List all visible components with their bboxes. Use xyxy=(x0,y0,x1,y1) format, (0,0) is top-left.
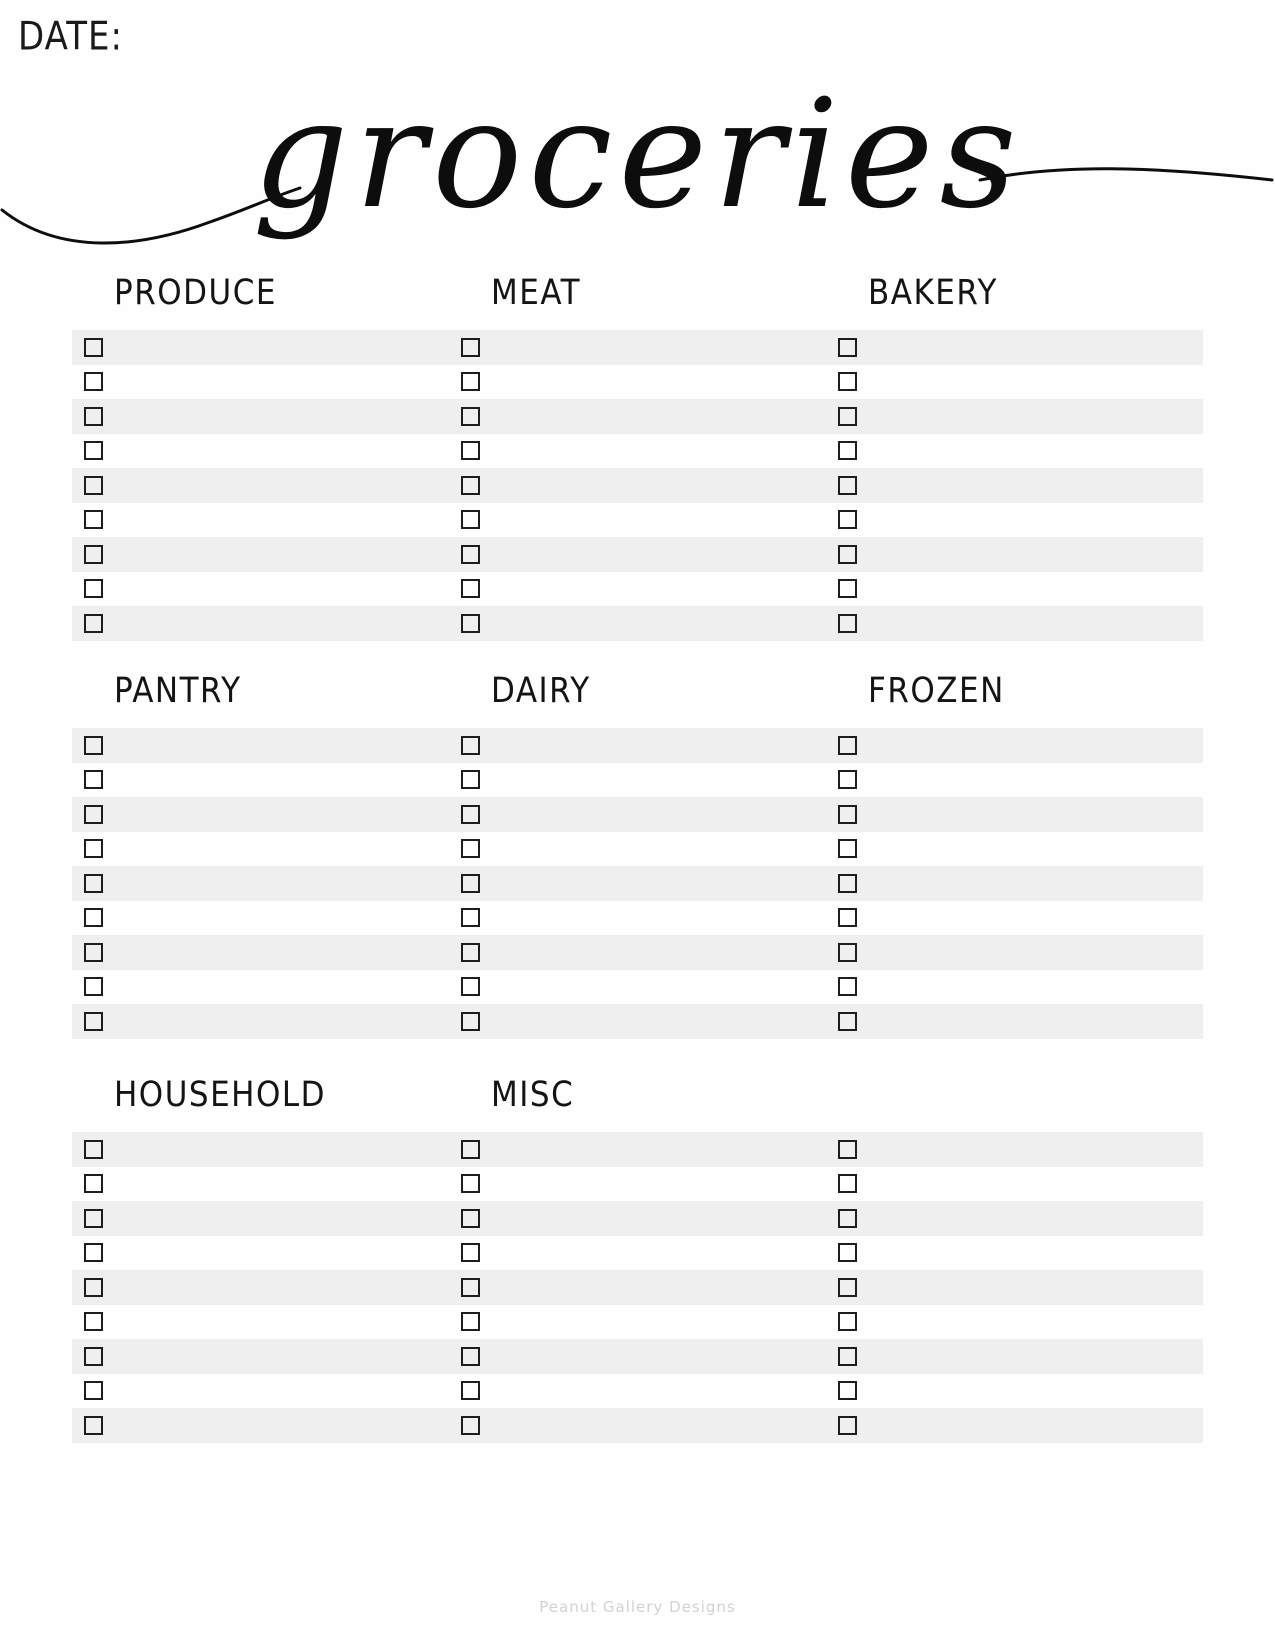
checklist-row xyxy=(72,901,1203,936)
checklist-cell xyxy=(72,503,449,538)
checkbox[interactable] xyxy=(461,1209,480,1228)
write-in-line[interactable] xyxy=(480,832,826,867)
checklist-cell xyxy=(72,763,449,798)
checklist-row xyxy=(72,1305,1203,1340)
checklist-cell xyxy=(72,970,449,1005)
write-in-line[interactable] xyxy=(480,797,826,832)
write-in-line[interactable] xyxy=(857,935,1203,970)
checkbox[interactable] xyxy=(838,372,857,391)
write-in-line[interactable] xyxy=(857,728,1203,763)
write-in-line[interactable] xyxy=(857,1374,1203,1409)
write-in-line[interactable] xyxy=(103,1201,449,1236)
checklist-cell xyxy=(826,1339,1203,1374)
section-block-1 xyxy=(72,272,1203,641)
checklist-cell xyxy=(826,866,1203,901)
checklist-row xyxy=(72,434,1203,469)
write-in-line[interactable] xyxy=(103,935,449,970)
checklist-row xyxy=(72,468,1203,503)
checkbox[interactable] xyxy=(461,407,480,426)
checkbox[interactable] xyxy=(84,1209,103,1228)
checkbox[interactable] xyxy=(838,510,857,529)
write-in-line[interactable] xyxy=(857,1408,1203,1443)
column-heading-misc: MISC xyxy=(491,1074,575,1115)
write-in-line[interactable] xyxy=(103,503,449,538)
checklist-cell xyxy=(826,728,1203,763)
checkbox[interactable] xyxy=(461,977,480,996)
write-in-line[interactable] xyxy=(103,901,449,936)
write-in-line[interactable] xyxy=(480,1270,826,1305)
checkbox[interactable] xyxy=(838,977,857,996)
checkbox[interactable] xyxy=(838,338,857,357)
write-in-line[interactable] xyxy=(480,330,826,365)
write-in-line[interactable] xyxy=(857,1167,1203,1202)
checkbox[interactable] xyxy=(461,770,480,789)
checklist-cell xyxy=(449,537,826,572)
checklist-cell xyxy=(826,1236,1203,1271)
write-in-line[interactable] xyxy=(103,832,449,867)
checklist-cell xyxy=(449,572,826,607)
checkbox[interactable] xyxy=(461,1381,480,1400)
checklist-cell xyxy=(449,365,826,400)
checkbox[interactable] xyxy=(461,338,480,357)
checklist-cell xyxy=(449,330,826,365)
checklist-cell xyxy=(449,399,826,434)
checkbox[interactable] xyxy=(84,441,103,460)
write-in-line[interactable] xyxy=(103,1167,449,1202)
checkbox[interactable] xyxy=(84,1416,103,1435)
checkbox[interactable] xyxy=(84,1140,103,1159)
checklist-row xyxy=(72,1132,1203,1167)
write-in-line[interactable] xyxy=(480,1236,826,1271)
checklist-cell xyxy=(72,1270,449,1305)
checklist-cell xyxy=(449,970,826,1005)
write-in-line[interactable] xyxy=(857,434,1203,469)
write-in-line[interactable] xyxy=(480,970,826,1005)
checklist-row xyxy=(72,503,1203,538)
write-in-line[interactable] xyxy=(480,1132,826,1167)
checklist-cell xyxy=(449,1004,826,1039)
write-in-line[interactable] xyxy=(857,365,1203,400)
checkbox[interactable] xyxy=(838,736,857,755)
checkbox[interactable] xyxy=(84,1312,103,1331)
checklist-row xyxy=(72,970,1203,1005)
write-in-line[interactable] xyxy=(480,866,826,901)
date-label: DATE: xyxy=(18,14,123,60)
write-in-line[interactable] xyxy=(857,797,1203,832)
write-in-line[interactable] xyxy=(103,434,449,469)
checkbox[interactable] xyxy=(461,1012,480,1031)
write-in-line[interactable] xyxy=(103,1270,449,1305)
checklist-cell xyxy=(449,1339,826,1374)
checkbox[interactable] xyxy=(838,1312,857,1331)
write-in-line[interactable] xyxy=(480,935,826,970)
column-heading-meat: MEAT xyxy=(491,272,582,313)
checklist-cell xyxy=(449,468,826,503)
write-in-line[interactable] xyxy=(103,1132,449,1167)
checkbox[interactable] xyxy=(838,1347,857,1366)
checklist-cell xyxy=(449,1305,826,1340)
checklist-cell xyxy=(449,1201,826,1236)
write-in-line[interactable] xyxy=(857,1004,1203,1039)
checklist-cell xyxy=(72,1132,449,1167)
checklist-cell xyxy=(72,1408,449,1443)
checklist-cell xyxy=(449,866,826,901)
checkbox[interactable] xyxy=(838,579,857,598)
write-in-line[interactable] xyxy=(103,399,449,434)
write-in-line[interactable] xyxy=(857,537,1203,572)
checkbox[interactable] xyxy=(84,476,103,495)
write-in-line[interactable] xyxy=(480,1305,826,1340)
checklist-cell xyxy=(826,797,1203,832)
checkbox[interactable] xyxy=(461,1278,480,1297)
checklist-cell xyxy=(826,970,1203,1005)
write-in-line[interactable] xyxy=(857,970,1203,1005)
footer-credit: Peanut Gallery Designs xyxy=(539,1598,736,1616)
checkbox[interactable] xyxy=(838,476,857,495)
section-headings xyxy=(72,670,1203,722)
checkbox[interactable] xyxy=(838,839,857,858)
write-in-line[interactable] xyxy=(857,1270,1203,1305)
write-in-line[interactable] xyxy=(857,1236,1203,1271)
checklist-cell xyxy=(826,1132,1203,1167)
checkbox[interactable] xyxy=(84,1347,103,1366)
checklist-row xyxy=(72,728,1203,763)
checklist-cell xyxy=(449,832,826,867)
checklist-cell xyxy=(72,1374,449,1409)
checklist-cell xyxy=(826,330,1203,365)
write-in-line[interactable] xyxy=(857,503,1203,538)
checkbox[interactable] xyxy=(84,874,103,893)
checkbox[interactable] xyxy=(84,614,103,633)
checkbox[interactable] xyxy=(461,441,480,460)
checklist-cell xyxy=(449,606,826,641)
checklist-row xyxy=(72,1270,1203,1305)
checkbox[interactable] xyxy=(84,805,103,824)
checklist-row xyxy=(72,399,1203,434)
checklist-cell xyxy=(826,1004,1203,1039)
checkbox[interactable] xyxy=(84,1012,103,1031)
checkbox[interactable] xyxy=(84,977,103,996)
checkbox[interactable] xyxy=(461,805,480,824)
rows-block-3 xyxy=(72,1132,1203,1443)
checklist-row xyxy=(72,1236,1203,1271)
write-in-line[interactable] xyxy=(103,572,449,607)
checklist-row xyxy=(72,606,1203,641)
checklist-row xyxy=(72,1339,1203,1374)
checkbox[interactable] xyxy=(838,1140,857,1159)
checklist-row xyxy=(72,797,1203,832)
checkbox[interactable] xyxy=(838,1243,857,1262)
write-in-line[interactable] xyxy=(857,1305,1203,1340)
checkbox[interactable] xyxy=(84,338,103,357)
write-in-line[interactable] xyxy=(480,1339,826,1374)
write-in-line[interactable] xyxy=(103,365,449,400)
checkbox[interactable] xyxy=(84,1243,103,1262)
checklist-cell xyxy=(826,399,1203,434)
checklist-row xyxy=(72,330,1203,365)
write-in-line[interactable] xyxy=(480,468,826,503)
checklist-cell xyxy=(72,832,449,867)
checklist-row xyxy=(72,763,1203,798)
checklist-cell xyxy=(449,434,826,469)
rows-block-2 xyxy=(72,728,1203,1039)
checklist-cell xyxy=(826,365,1203,400)
write-in-line[interactable] xyxy=(103,728,449,763)
write-in-line[interactable] xyxy=(857,572,1203,607)
checkbox[interactable] xyxy=(461,1174,480,1193)
write-in-line[interactable] xyxy=(857,330,1203,365)
checklist-row xyxy=(72,365,1203,400)
checklist-cell xyxy=(72,399,449,434)
checklist-cell xyxy=(826,606,1203,641)
write-in-line[interactable] xyxy=(480,537,826,572)
checklist-cell xyxy=(826,572,1203,607)
checkbox[interactable] xyxy=(84,407,103,426)
checklist-cell xyxy=(826,901,1203,936)
write-in-line[interactable] xyxy=(480,763,826,798)
column-heading-household: HOUSEHOLD xyxy=(114,1074,327,1115)
checklist-cell xyxy=(72,1004,449,1039)
write-in-line[interactable] xyxy=(480,1167,826,1202)
checkbox[interactable] xyxy=(838,1174,857,1193)
checklist-cell xyxy=(449,763,826,798)
checkbox[interactable] xyxy=(838,1012,857,1031)
write-in-line[interactable] xyxy=(103,1305,449,1340)
checklist-cell xyxy=(826,1270,1203,1305)
checklist-row xyxy=(72,866,1203,901)
checkbox[interactable] xyxy=(838,1209,857,1228)
checkbox[interactable] xyxy=(84,1278,103,1297)
checklist-row xyxy=(72,1374,1203,1409)
checklist-cell xyxy=(826,763,1203,798)
checklist-cell xyxy=(826,1201,1203,1236)
checkbox[interactable] xyxy=(84,770,103,789)
write-in-line[interactable] xyxy=(480,503,826,538)
checklist-cell xyxy=(826,935,1203,970)
section-block-3 xyxy=(72,1074,1203,1443)
checklist-cell xyxy=(449,503,826,538)
checkbox[interactable] xyxy=(838,614,857,633)
checkbox[interactable] xyxy=(838,1416,857,1435)
checkbox[interactable] xyxy=(461,874,480,893)
checklist-cell xyxy=(72,468,449,503)
checkbox[interactable] xyxy=(461,1312,480,1331)
checklist-cell xyxy=(72,866,449,901)
checkbox[interactable] xyxy=(838,908,857,927)
checkbox[interactable] xyxy=(84,545,103,564)
checklist-cell xyxy=(72,901,449,936)
checklist-cell xyxy=(449,1270,826,1305)
write-in-line[interactable] xyxy=(103,1339,449,1374)
section-headings xyxy=(72,272,1203,324)
checkbox[interactable] xyxy=(84,372,103,391)
checklist-cell xyxy=(449,797,826,832)
checkbox[interactable] xyxy=(461,908,480,927)
column-heading-bakery: BAKERY xyxy=(868,272,998,313)
checklist-cell xyxy=(826,537,1203,572)
checkbox[interactable] xyxy=(838,805,857,824)
checkbox[interactable] xyxy=(84,1174,103,1193)
write-in-line[interactable] xyxy=(480,901,826,936)
checkbox[interactable] xyxy=(461,510,480,529)
checkbox[interactable] xyxy=(838,1278,857,1297)
checklist-cell xyxy=(449,1167,826,1202)
checkbox[interactable] xyxy=(84,1381,103,1400)
write-in-line[interactable] xyxy=(857,1132,1203,1167)
checklist-cell xyxy=(449,901,826,936)
title-area xyxy=(0,60,1275,270)
write-in-line[interactable] xyxy=(857,468,1203,503)
write-in-line[interactable] xyxy=(857,901,1203,936)
write-in-line[interactable] xyxy=(857,866,1203,901)
checklist-cell xyxy=(72,935,449,970)
checklist-cell xyxy=(449,1408,826,1443)
write-in-line[interactable] xyxy=(480,606,826,641)
checkbox[interactable] xyxy=(84,908,103,927)
checkbox[interactable] xyxy=(838,874,857,893)
checklist-cell xyxy=(72,797,449,832)
write-in-line[interactable] xyxy=(103,797,449,832)
checklist-cell xyxy=(72,1236,449,1271)
checklist-cell xyxy=(449,728,826,763)
column-heading-frozen: FROZEN xyxy=(868,670,1005,711)
checklist-cell xyxy=(826,1408,1203,1443)
checklist-cell xyxy=(72,1201,449,1236)
checkbox[interactable] xyxy=(838,407,857,426)
checkbox[interactable] xyxy=(461,476,480,495)
checklist-cell xyxy=(826,503,1203,538)
write-in-line[interactable] xyxy=(857,1339,1203,1374)
write-in-line[interactable] xyxy=(480,728,826,763)
column-heading-unlabeled xyxy=(826,1074,1203,1126)
checklist-row xyxy=(72,935,1203,970)
write-in-line[interactable] xyxy=(103,537,449,572)
checkbox[interactable] xyxy=(838,1381,857,1400)
checkbox[interactable] xyxy=(461,545,480,564)
write-in-line[interactable] xyxy=(480,434,826,469)
write-in-line[interactable] xyxy=(103,1236,449,1271)
checklist-cell xyxy=(72,365,449,400)
write-in-line[interactable] xyxy=(103,330,449,365)
checkbox[interactable] xyxy=(84,579,103,598)
write-in-line[interactable] xyxy=(857,1201,1203,1236)
column-heading-produce: PRODUCE xyxy=(114,272,277,313)
checklist-cell xyxy=(72,606,449,641)
write-in-line[interactable] xyxy=(103,866,449,901)
checklist-row xyxy=(72,537,1203,572)
checklist-cell xyxy=(72,434,449,469)
checklist-cell xyxy=(72,1167,449,1202)
column-heading-dairy: DAIRY xyxy=(491,670,591,711)
checklist-cell xyxy=(826,1374,1203,1409)
write-in-line[interactable] xyxy=(857,399,1203,434)
checkbox[interactable] xyxy=(461,839,480,858)
checkbox[interactable] xyxy=(461,614,480,633)
write-in-line[interactable] xyxy=(103,763,449,798)
section-headings xyxy=(72,1074,1203,1126)
checklist-cell xyxy=(72,1339,449,1374)
write-in-line[interactable] xyxy=(103,1374,449,1409)
checklist-cell xyxy=(72,537,449,572)
write-in-line[interactable] xyxy=(103,606,449,641)
checklist-row xyxy=(72,1201,1203,1236)
column-heading-pantry: PANTRY xyxy=(114,670,242,711)
checklist-cell xyxy=(826,1305,1203,1340)
checkbox[interactable] xyxy=(84,943,103,962)
checkbox[interactable] xyxy=(84,510,103,529)
checkbox[interactable] xyxy=(461,1416,480,1435)
checklist-cell xyxy=(449,1236,826,1271)
checklist-row xyxy=(72,1004,1203,1039)
write-in-line[interactable] xyxy=(103,468,449,503)
checklist-cell xyxy=(826,832,1203,867)
checklist-cell xyxy=(72,728,449,763)
checkbox[interactable] xyxy=(461,943,480,962)
write-in-line[interactable] xyxy=(103,970,449,1005)
checkbox[interactable] xyxy=(461,1140,480,1159)
write-in-line[interactable] xyxy=(103,1408,449,1443)
rows-block-1 xyxy=(72,330,1203,641)
checkbox[interactable] xyxy=(838,770,857,789)
checkbox[interactable] xyxy=(838,943,857,962)
checklist-cell xyxy=(826,1167,1203,1202)
checklist-cell xyxy=(449,1132,826,1167)
checkbox[interactable] xyxy=(461,1347,480,1366)
checklist-cell xyxy=(826,434,1203,469)
checkbox[interactable] xyxy=(838,441,857,460)
write-in-line[interactable] xyxy=(857,606,1203,641)
write-in-line[interactable] xyxy=(857,832,1203,867)
checkbox[interactable] xyxy=(84,839,103,858)
checklist-cell xyxy=(72,572,449,607)
checkbox[interactable] xyxy=(461,736,480,755)
write-in-line[interactable] xyxy=(480,1004,826,1039)
checklist-row xyxy=(72,832,1203,867)
checklist-row xyxy=(72,1408,1203,1443)
checkbox[interactable] xyxy=(461,1243,480,1262)
checkbox[interactable] xyxy=(461,372,480,391)
write-in-line[interactable] xyxy=(480,1201,826,1236)
checklist-cell xyxy=(449,935,826,970)
write-in-line[interactable] xyxy=(857,763,1203,798)
checklist-cell xyxy=(449,1374,826,1409)
checkbox[interactable] xyxy=(461,579,480,598)
write-in-line[interactable] xyxy=(103,1004,449,1039)
page-title: groceries xyxy=(252,68,1023,242)
checklist-cell xyxy=(826,468,1203,503)
write-in-line[interactable] xyxy=(480,399,826,434)
write-in-line[interactable] xyxy=(480,1374,826,1409)
write-in-line[interactable] xyxy=(480,365,826,400)
checklist-row xyxy=(72,572,1203,607)
checklist-row xyxy=(72,1167,1203,1202)
checkbox[interactable] xyxy=(84,736,103,755)
section-block-2 xyxy=(72,670,1203,1039)
checklist-cell xyxy=(72,1305,449,1340)
write-in-line[interactable] xyxy=(480,572,826,607)
write-in-line[interactable] xyxy=(480,1408,826,1443)
checkbox[interactable] xyxy=(838,545,857,564)
checklist-cell xyxy=(72,330,449,365)
